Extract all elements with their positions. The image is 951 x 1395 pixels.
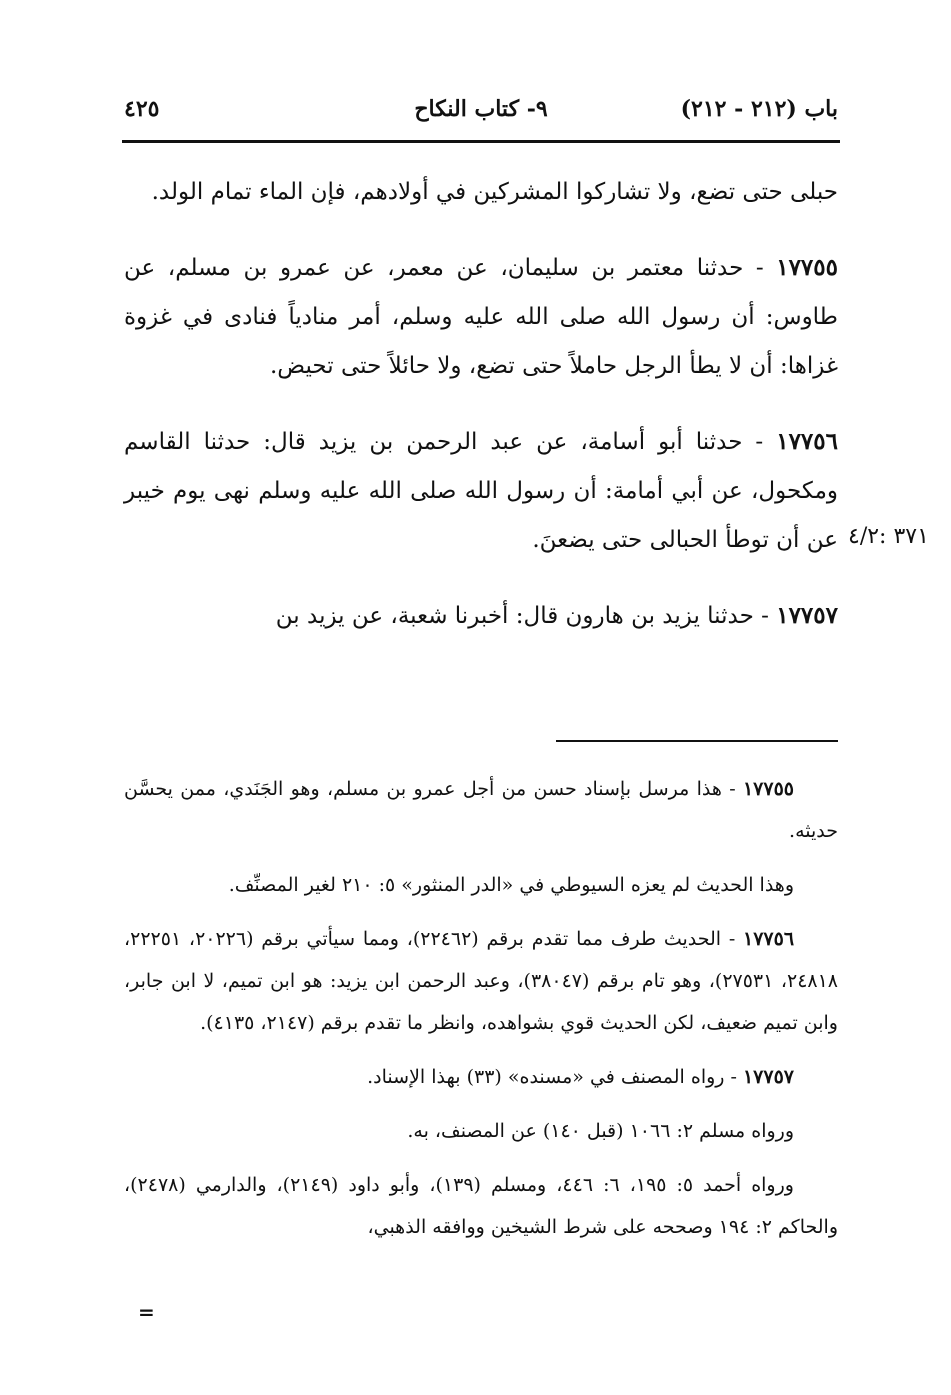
- footnote-note: [124, 1110, 838, 1152]
- paragraph-continuation: [124, 168, 838, 217]
- footnote-text: ورواه أحمد ٥: ١٩٥، ٦: ٤٤٦، ومسلم (١٣٩)، وأبو داود (٢١٤٩)، والدارمي (٢٤٧٨)، والحاكم ٢: ١٩٤ وصححه على شرط الشيخين ووافقه الذهبي،: [124, 1174, 838, 1238]
- footnote-17755: [124, 768, 838, 852]
- page-header: [124, 92, 838, 132]
- hadith-number: ١٧٧٥٥: [776, 254, 838, 281]
- header-rule: [122, 140, 840, 143]
- footnote-number: ١٧٧٥٦: [743, 928, 795, 950]
- margin-reference: ٣٧١ :٤/٢: [848, 524, 929, 549]
- chapter-heading: باب (٢١٢ - ٢١٢): [680, 96, 838, 122]
- hadith-number: ١٧٧٥٧: [776, 602, 838, 629]
- footnote-number: ١٧٧٥٧: [742, 1066, 794, 1088]
- continuation-mark: =: [138, 1300, 155, 1324]
- footnote-note: [124, 1164, 838, 1248]
- hadith-number: ١٧٧٥٦: [776, 428, 838, 455]
- footnote-text: - هذا مرسل بإسناد حسن من أجل عمرو بن مسلم، وهو الجَنَدي، ممن يحسَّن حديثه.: [124, 778, 838, 842]
- hadith-17756: [124, 417, 838, 565]
- footnote-17757: [124, 1056, 838, 1098]
- footnote-text: - الحديث طرف مما تقدم برقم (٢٢٤٦٢)، ومما سيأتي برقم (٢٠٢٢٦، ٢٢٢٥١، ٢٤٨١٨، ٢٧٥٣١)، وهو تام برقم (٣٨٠٤٧)، وعبد الرحمن ابن يزيد: هو ابن تميم، لا ابن جابر، وابن تميم ضعيف، لكن الحديث قوي بشواهده، وانظر ما تقدم برقم (٢١٤٧، ٤١٣٥).: [124, 928, 839, 1034]
- hadith-17757: [124, 591, 838, 641]
- page-number: ٤٢٥: [124, 96, 160, 122]
- footnotes: [124, 768, 838, 1260]
- paragraph-text: - حدثنا يزيد بن هارون قال: أخبرنا شعبة، عن يزيد بن: [275, 603, 777, 629]
- main-text: [124, 168, 838, 667]
- footnote-note: [124, 864, 838, 906]
- book-title: ٩- كتاب النكاح: [414, 96, 548, 122]
- footnote-text: - رواه المصنف في «مسنده» (٣٣) بهذا الإسناد.: [367, 1066, 743, 1088]
- footnote-17756: [124, 918, 838, 1044]
- footnote-separator: [556, 740, 838, 742]
- paragraph-text: - حدثنا أبو أسامة، عن عبد الرحمن بن يزيد قال: حدثنا القاسم ومكحول، عن أبي أمامة: أن رسول الله صلى الله عليه وسلم نهى يوم خيبر عن أن توطأ الحبالى حتى يضعنَ.: [124, 429, 838, 553]
- paragraph-text: حبلى حتى تضع، ولا تشاركوا المشركين في أولادهم، فإن الماء تمام الولد.: [151, 179, 838, 205]
- footnote-text: وهذا الحديث لم يعزه السيوطي في «الدر المنثور» ٥: ٢١٠ لغير المصنِّف.: [228, 874, 794, 896]
- hadith-17755: [124, 243, 838, 391]
- paragraph-text: - حدثنا معتمر بن سليمان، عن معمر، عن عمرو بن مسلم، عن طاوس: أن رسول الله صلى الله عليه وسلم، أمر منادياً فنادى في غزوة غزاها: أن لا يطأ الرجل حاملاً حتى تضع، ولا حائلاً حتى تحيض.: [124, 255, 838, 379]
- footnote-text: ورواه مسلم ٢: ١٠٦٦ (قبل ١٤٠) عن المصنف، به.: [407, 1120, 794, 1142]
- footnote-number: ١٧٧٥٥: [742, 778, 794, 800]
